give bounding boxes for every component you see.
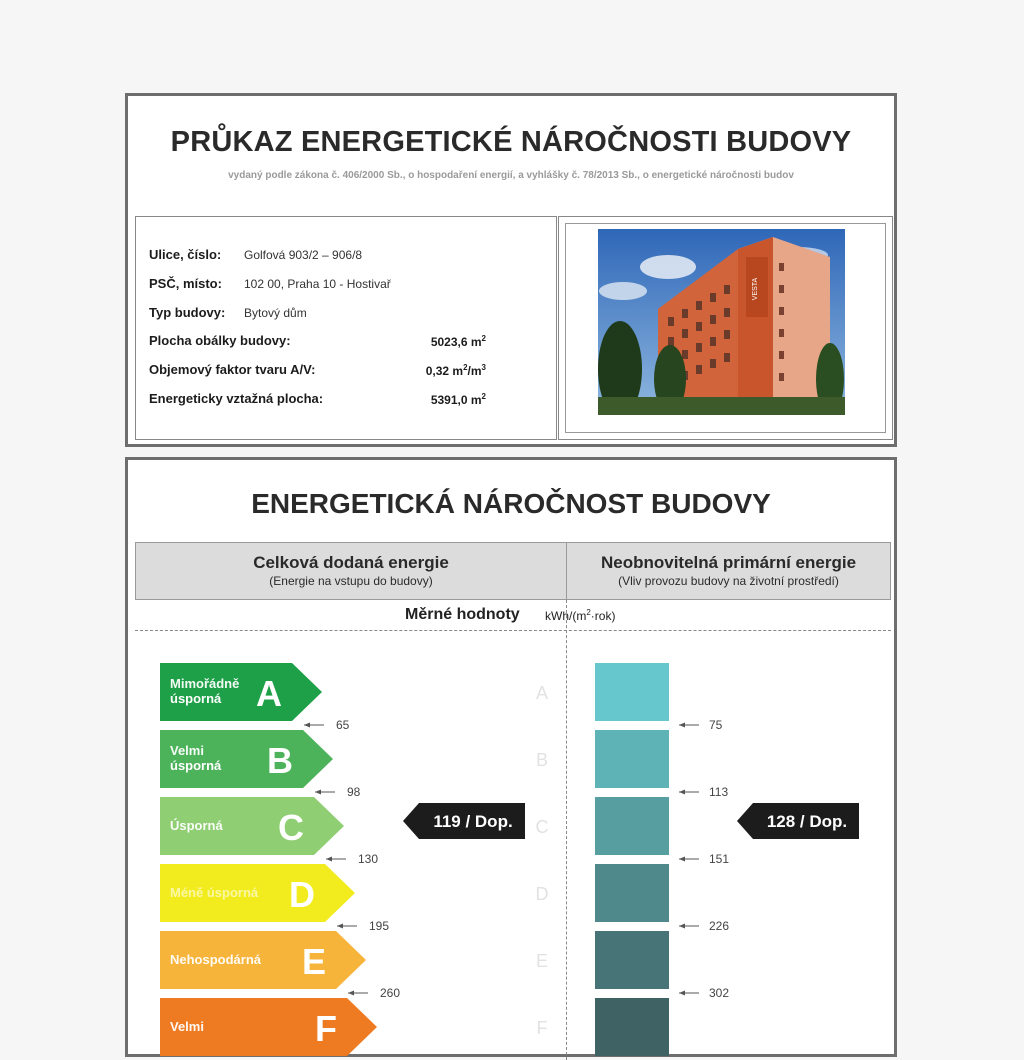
left-limit-b: 98 — [347, 785, 361, 799]
class-letter-b: B — [267, 740, 293, 781]
primary-bar-d — [595, 864, 669, 922]
left-limit-arrowhead-c — [326, 857, 332, 862]
class-label2-b: úsporná — [170, 758, 222, 773]
right-limit-a: 75 — [709, 718, 723, 732]
reference-area-label: Energeticky vztažná plocha: — [149, 391, 324, 406]
class-label-b: Velmi — [170, 743, 204, 758]
right-limit-c: 151 — [709, 852, 730, 866]
building-photo-frame — [558, 216, 893, 440]
energy-rating-panel — [125, 457, 897, 1057]
class-label-c: Úsporná — [170, 818, 223, 833]
shape-factor-value: 0,32 $m^2/m^3$ — [425, 363, 486, 378]
left-limit-arrowhead-e — [348, 991, 354, 996]
zip-label: PSČ, místo: — [149, 276, 222, 291]
ghost-letter-c: C — [535, 817, 549, 837]
ghost-letter-e: E — [535, 951, 549, 971]
class-letter-d: D — [289, 874, 315, 915]
right-column-title: Neobnovitelná primární energie — [600, 553, 857, 572]
class-label-a: Mimořádně — [170, 676, 240, 691]
right-limit-arrowhead-e — [679, 991, 685, 996]
left-limit-a: 65 — [336, 718, 350, 732]
left-limit-arrowhead-d — [337, 924, 343, 929]
rating-scale — [128, 460, 894, 1060]
primary-bar-b — [595, 730, 669, 788]
left-limit-e: 260 — [380, 986, 401, 1000]
certificate-title: PRŮKAZ ENERGETICKÉ NÁROČNOSTI BUDOVY — [170, 126, 852, 158]
certificate-subtitle: vydaný podle zákona č. 406/2000 Sb., o hospodaření energií, a vyhlášky č. 78/2013 Sb., o energetické náročnosti budov — [228, 170, 794, 181]
ghost-letter-f: F — [536, 1018, 548, 1038]
unit-label: kWh/$(m^2\cdot rok)$ — [545, 608, 616, 623]
left-result-text: 119 / Dop. — [433, 812, 513, 831]
building-type-value: Bytový dům — [244, 306, 307, 320]
shape-factor-label: Objemový faktor tvaru A/V: — [149, 362, 316, 377]
left-limit-c: 130 — [358, 852, 379, 866]
building-photo — [598, 229, 845, 415]
right-column-subtitle: (Vliv provozu budovy na životní prostředí) — [618, 574, 839, 588]
right-limit-arrowhead-c — [679, 857, 685, 862]
primary-bar-f — [595, 998, 669, 1056]
right-result-text: 128 / Dop. — [766, 812, 848, 831]
certificate-header-panel — [125, 93, 897, 447]
reference-area-value: 5391,0 $m^2$ — [430, 392, 486, 407]
left-column-title: Celková dodaná energie — [253, 553, 449, 572]
right-limit-e: 302 — [709, 986, 730, 1000]
left-limit-arrowhead-a — [304, 723, 310, 728]
class-label2-a: úsporná — [170, 691, 222, 706]
right-limit-arrowhead-d — [679, 924, 685, 929]
photo-sign-text: VESTA — [752, 277, 759, 301]
class-letter-c: C — [278, 807, 304, 848]
class-label-d: Méně úsporná — [170, 885, 259, 900]
rating-title: ENERGETICKÁ NÁROČNOST BUDOVY — [251, 488, 771, 519]
street-value: Golfová 903/2 – 906/8 — [244, 248, 363, 262]
right-limit-arrowhead-a — [679, 723, 685, 728]
primary-bar-c — [595, 797, 669, 855]
building-type-label: Typ budovy: — [149, 305, 226, 320]
class-letter-e: E — [301, 941, 326, 982]
left-column-subtitle: (Energie na vstupu do budovy) — [269, 574, 433, 588]
ghost-letter-a: A — [535, 683, 549, 703]
building-info-box — [135, 216, 557, 440]
ghost-letter-b: B — [535, 750, 549, 770]
class-label-f: Velmi — [170, 1019, 204, 1034]
left-limit-arrowhead-b — [315, 790, 321, 795]
primary-bar-a — [595, 663, 669, 721]
values-label: Měrné hodnoty — [405, 606, 520, 623]
left-limit-d: 195 — [369, 919, 390, 933]
primary-bar-e — [595, 931, 669, 989]
zip-value: 102 00, Praha 10 - Hostivař — [244, 277, 391, 291]
envelope-area-value: 5023,6 $m^2$ — [430, 334, 486, 349]
right-limit-d: 226 — [709, 919, 730, 933]
ghost-letter-d: D — [535, 884, 549, 904]
envelope-area-label: Plocha obálky budovy: — [149, 333, 291, 348]
street-label: Ulice, číslo: — [149, 247, 222, 262]
class-label-e: Nehospodárná — [170, 952, 262, 967]
class-letter-f: F — [315, 1008, 337, 1049]
class-letter-a: A — [256, 673, 282, 714]
right-limit-arrowhead-b — [679, 790, 685, 795]
right-limit-b: 113 — [709, 785, 729, 799]
